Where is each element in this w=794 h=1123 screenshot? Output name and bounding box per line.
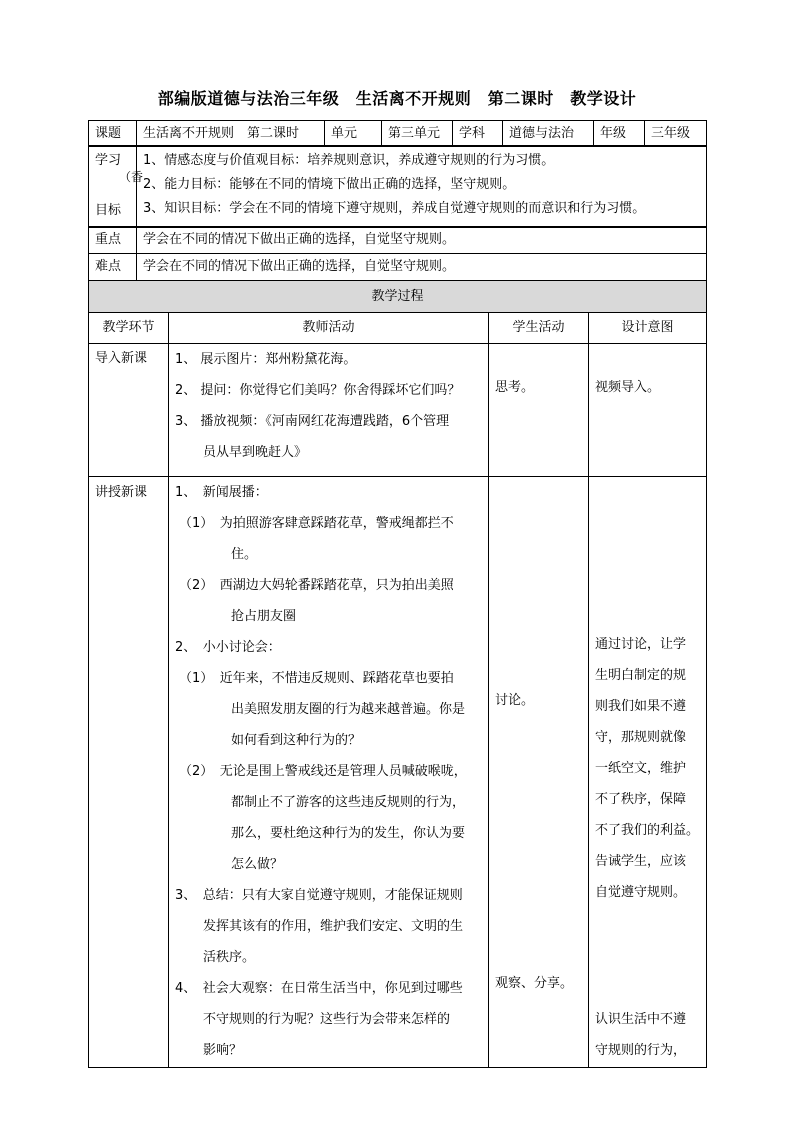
teacher-line: （2） 无论是围上警戒线还是管理人员喊破喉咙， <box>179 764 467 779</box>
process-table <box>88 280 707 1068</box>
label-topic: 课题 <box>89 121 137 147</box>
teacher-line: 4、 社会大观察：在日常生活当中，你见到过哪些 <box>175 981 463 996</box>
stage-lesson <box>89 477 169 1068</box>
student-intro: 思考。 <box>489 344 589 477</box>
intent-line: 守规则的行为， <box>595 1043 687 1058</box>
teacher-line: 发挥其该有的作用，维护我们安定、文明的生 <box>203 919 464 934</box>
teacher-line: 怎么做？ <box>231 857 284 872</box>
teacher-line: 3、 播放视频：《河南网红花海遭践踏，6个管理 <box>175 414 450 429</box>
intent-line: 告诫学生，应该 <box>595 854 687 869</box>
teacher-line: （1） 为拍照游客肆意踩踏花草，警戒绳都拦不 <box>179 516 454 531</box>
student-observe: 观察、分享。 <box>495 976 574 991</box>
goal-line: 2、能力目标：能够在不同的情境下做出正确的选择，坚守规则。 <box>143 177 516 192</box>
goals-label-c: 目标 <box>95 203 122 218</box>
value-subject: 道德与法治 <box>503 121 594 147</box>
teacher-line: 抢占朋友圈 <box>231 609 297 624</box>
teacher-intro <box>169 344 489 477</box>
stage-intro: 导入新课 <box>89 344 169 477</box>
label-grade: 年级 <box>594 121 645 147</box>
teacher-line: （1） 近年来，不惜违反规则、踩踏花草也要拍 <box>179 671 454 686</box>
process-title: 教学过程 <box>89 281 707 313</box>
intent-line: 不了秩序，保障 <box>595 792 687 807</box>
goals-table <box>88 145 707 228</box>
info-table <box>88 120 707 147</box>
teacher-line: 不守规则的行为呢？这些行为会带来怎样的 <box>203 1012 451 1027</box>
intent-lesson <box>589 477 707 1068</box>
difficult-label: 难点 <box>89 254 137 281</box>
intent-line: 自觉遵守规则。 <box>595 885 687 900</box>
intent-line: 守，那规则就像 <box>595 730 687 745</box>
header-student: 学生活动 <box>489 313 589 344</box>
value-unit: 第三单元 <box>382 121 453 147</box>
intent-line: 生明白制定的规 <box>595 668 687 683</box>
teacher-line: （2） 西湖边大妈轮番踩踏花草，只为拍出美照 <box>179 578 454 593</box>
goal-line: 1、情感态度与价值观目标：培养规则意识，养成遵守规则的行为习惯。 <box>143 153 555 168</box>
intent-intro: 视频导入。 <box>589 344 707 477</box>
key-label: 重点 <box>89 227 137 254</box>
teacher-line: 那么，要杜绝这种行为的发生，你认为要 <box>231 826 466 841</box>
value-topic: 生活离不开规则 第二课时 <box>137 121 325 147</box>
stage-lesson-label: 讲授新课 <box>95 485 148 500</box>
teacher-line: 1、 新闻展播： <box>175 485 268 500</box>
goals-label-a: 学习 <box>95 153 122 168</box>
teacher-lesson <box>169 477 489 1068</box>
teacher-line: 活秩序。 <box>203 950 256 965</box>
goals-content <box>137 146 707 228</box>
teacher-line: 影响？ <box>203 1043 243 1058</box>
intent-line: 一纸空文，维护 <box>595 761 687 776</box>
student-lesson <box>489 477 589 1068</box>
teacher-line: 住。 <box>231 547 258 562</box>
teacher-line: 3、 总结：只有大家自觉遵守规则，才能保证规则 <box>175 888 463 903</box>
teacher-line: 2、 提问：你觉得它们美吗？你舍得踩坏它们吗？ <box>175 383 461 398</box>
student-discuss: 讨论。 <box>495 693 535 708</box>
teacher-line: 1、 展示图片：郑州粉黛花海。 <box>175 352 357 367</box>
header-intent: 设计意图 <box>589 313 707 344</box>
goals-label <box>89 146 144 228</box>
header-teacher: 教师活动 <box>169 313 489 344</box>
label-unit: 单元 <box>325 121 382 147</box>
teacher-line: 如何看到这种行为的？ <box>231 733 362 748</box>
teacher-line: 员从早到晚赶人》 <box>203 445 308 460</box>
teacher-line: 出美照发朋友圈的行为越来越普遍。你是 <box>231 702 466 717</box>
value-grade: 三年级 <box>645 121 707 147</box>
document-title: 部编版道德与法治三年级 生活离不开规则 第二课时 教学设计 <box>157 89 637 108</box>
intent-line: 不了我们的利益。 <box>595 823 700 838</box>
key-difficult-table <box>88 226 707 281</box>
intent-line: 通过讨论，让学 <box>595 637 687 652</box>
teacher-line: 都制止不了游客的这些违反规则的行为， <box>231 795 466 810</box>
intent-line: 则我们如果不遵 <box>595 699 687 714</box>
difficult-text: 学会在不同的情况下做出正确的选择，自觉坚守规则。 <box>137 254 707 281</box>
goals-label-b: （香 <box>119 170 144 184</box>
teacher-line: 2、 小小讨论会： <box>175 640 281 655</box>
label-subject: 学科 <box>453 121 503 147</box>
key-text: 学会在不同的情况下做出正确的选择，自觉坚守规则。 <box>137 227 707 254</box>
intent-line: 认识生活中不遵 <box>595 1012 687 1027</box>
goal-line: 3、知识目标：学会在不同的情境下遵守规则，养成自觉遵守规则的而意识和行为习惯。 <box>143 201 646 216</box>
header-stage: 教学环节 <box>89 313 169 344</box>
